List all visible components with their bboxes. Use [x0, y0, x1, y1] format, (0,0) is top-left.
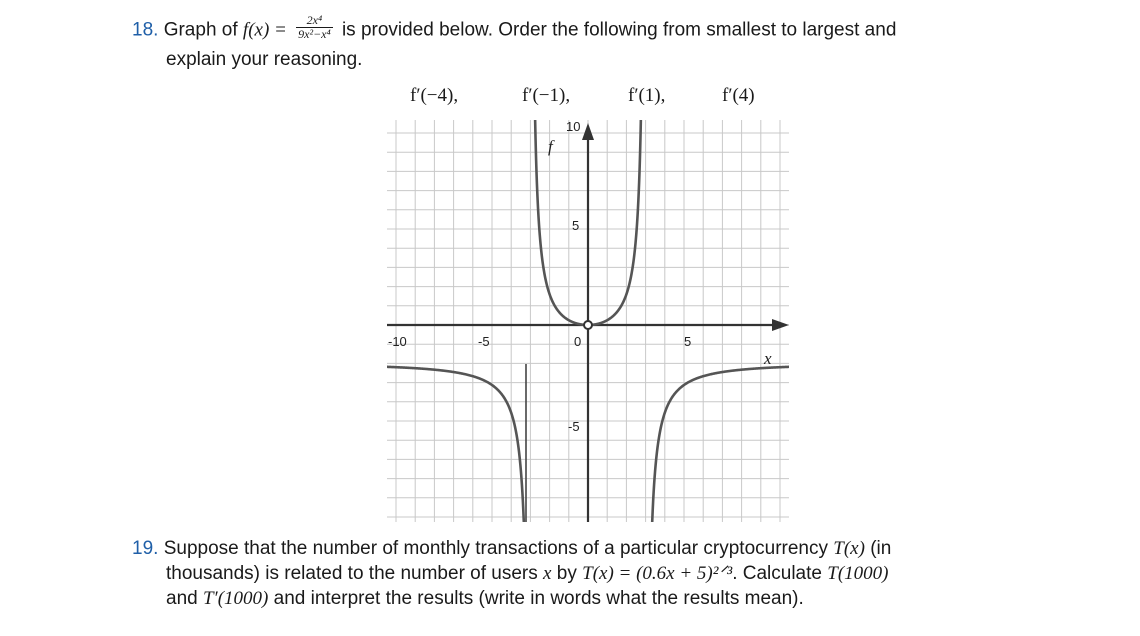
order-item: f′(1),	[628, 85, 666, 106]
question-text: and interpret the results (write in words what the results mean).	[273, 588, 804, 609]
open-point	[584, 321, 592, 329]
question-text: (in	[870, 538, 892, 559]
y-tick-label-pos: 5	[572, 218, 580, 233]
question-text: Suppose that the number of monthly transactions of a particular cryptocurrency	[163, 538, 828, 559]
question-text: Graph of	[163, 19, 238, 41]
order-item: f′(−4),	[410, 85, 459, 106]
function-name: f(x) =	[242, 19, 287, 41]
function-curve	[646, 367, 790, 524]
math-x: x	[543, 563, 552, 584]
question-number: 19.	[132, 538, 159, 559]
y-top-label: 10	[566, 119, 581, 134]
function-graph	[380, 114, 792, 524]
function-curve	[386, 367, 530, 524]
x-tick-label-m5: -5	[478, 334, 490, 349]
question-text: by	[556, 563, 577, 584]
fraction-denominator: 9x²−x⁴	[298, 27, 331, 41]
math-Tprime1000: T′(1000)	[202, 588, 269, 609]
x-tick-label-m10: -10	[388, 334, 407, 349]
function-curve	[531, 114, 588, 325]
function-curve	[588, 114, 645, 325]
order-item: f′(4)	[722, 85, 755, 106]
question-text: thousands) is related to the number of users	[166, 563, 538, 584]
curve-label: f	[548, 137, 553, 156]
question-text-line2: explain your reasoning.	[166, 49, 363, 70]
math-T: T(x)	[833, 538, 865, 559]
x-axis-label: x	[764, 349, 772, 368]
question-18	[132, 13, 1032, 70]
y-axis-arrow	[582, 123, 594, 140]
x-tick-label-p5: 5	[684, 334, 692, 349]
question-19	[132, 536, 1012, 611]
question-text: and	[166, 588, 198, 609]
origin-label: 0	[574, 334, 582, 349]
fraction-numerator: 2x⁴	[296, 14, 333, 28]
question-number: 18.	[132, 19, 159, 41]
fraction	[296, 14, 333, 41]
math-T-equation: T(x) = (0.6x + 5)²ᐟ³	[582, 563, 733, 584]
y-tick-label-neg: -5	[568, 419, 580, 434]
question-text: . Calculate	[732, 563, 822, 584]
order-item: f′(−1),	[522, 85, 571, 106]
math-T1000: T(1000)	[827, 563, 889, 584]
question-text: is provided below. Order the following from smallest to largest and	[341, 19, 897, 41]
